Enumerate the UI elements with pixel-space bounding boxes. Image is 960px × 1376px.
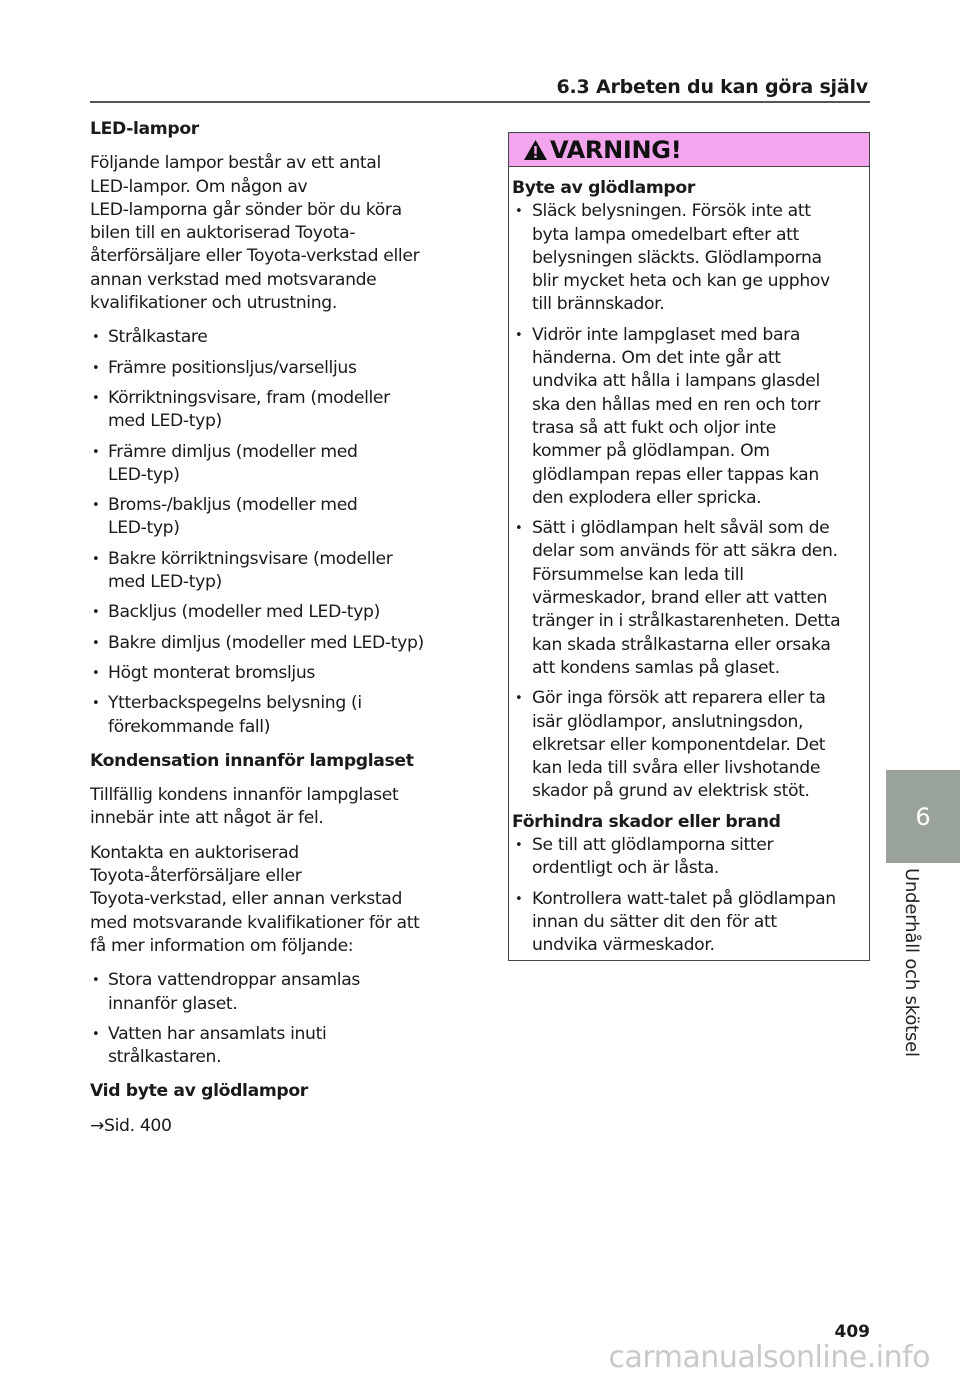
warning-header <box>509 133 869 167</box>
list-item: • Se till att glödlamporna sitter ordentligt och är låsta. <box>512 834 863 881</box>
list-item: • Broms-/bakljus (modeller med LED-typ) <box>90 494 450 541</box>
bulb-replacement-heading: Vid byte av glödlampor <box>90 1081 308 1102</box>
led-intro: Följande lampor består av ett antal LED-lampor. Om någon av LED-lamporna går sönder bör du köra bilen till en auktoriserad Toyota- återförsäljare eller Toyota-verkstad eller annan verkstad med motsvarande kvalifikationer och utrustning. <box>90 153 420 314</box>
list-item: • Högt monterat bromsljus <box>90 662 450 685</box>
warning-list-bulbs <box>512 200 863 803</box>
header-divider <box>90 101 870 103</box>
page-reference-link[interactable]: →Sid. 400 <box>90 1115 172 1136</box>
warning-section-heading: Byte av glödlampor <box>512 178 695 198</box>
list-item: • Ytterbackspegelns belysning (i förekommande fall) <box>90 692 450 739</box>
list-item: • Sätt i glödlampan helt såväl som de delar som används för att säkra den. Försummelse kan leda till värmeskador, brand eller att vatten tränger in i strålkastarenheten. Detta kan skada strålkastarna eller orsaka att kondens samlas på glaset. <box>512 517 863 680</box>
list-item: • Körriktningsvisare, fram (modeller med LED-typ) <box>90 387 450 434</box>
chapter-label: Underhåll och skötsel <box>901 868 922 1057</box>
chapter-number: 6 <box>915 802 931 831</box>
warning-list-fire <box>512 834 863 957</box>
list-item: • Främre positionsljus/varselljus <box>90 357 450 380</box>
list-item: • Kontrollera watt-talet på glödlampan innan du sätter dit den för att undvika värmeskador. <box>512 888 863 958</box>
list-item: • Bakre körriktningsvisare (modeller med LED-typ) <box>90 548 450 595</box>
condensation-list <box>90 969 450 1069</box>
list-item: • Backljus (modeller med LED-typ) <box>90 601 450 624</box>
warning-body <box>509 167 869 958</box>
left-column <box>90 118 450 1149</box>
warning-section-heading: Förhindra skador eller brand <box>512 811 781 832</box>
list-item: • Vatten har ansamlats inuti strålkastaren. <box>90 1023 450 1070</box>
led-heading: LED-lampor <box>90 119 199 139</box>
led-list <box>90 326 450 738</box>
warning-title: VARNING! <box>550 135 682 164</box>
warning-box <box>508 132 870 961</box>
condensation-heading: Kondensation innanför lampglaset <box>90 750 414 771</box>
list-item: • Vidrör inte lampglaset med bara händerna. Om det inte går att undvika att hålla i lampans glasdel ska den hållas med en ren och torr trasa så att fukt och oljor inte kommer på glödlampan. Om glödlampan repas eller tappas kan den explodera eller spricka. <box>512 324 863 510</box>
list-item: • Främre dimljus (modeller med LED-typ) <box>90 441 450 488</box>
list-item: • Bakre dimljus (modeller med LED-typ) <box>90 632 450 655</box>
watermark: carmanualsonline.info <box>608 1340 930 1375</box>
condensation-paragraph-1: Tillfällig kondens innanför lampglaset innebär inte att något är fel. <box>90 785 399 829</box>
list-item: • Gör inga försök att reparera eller ta isär glödlampor, anslutningsdon, elkretsar eller komponentdelar. Det kan leda till svåra eller livshotande skador på grund av elektrisk stöt. <box>512 687 863 803</box>
section-title: 6.3 Arbeten du kan göra själv <box>556 76 868 98</box>
list-item: • Stora vattendroppar ansamlas innanför glaset. <box>90 969 450 1016</box>
chapter-label-container <box>901 868 934 1068</box>
page-number: 409 <box>834 1322 870 1342</box>
list-item: • Släck belysningen. Försök inte att byta lampa omedelbart efter att belysningen släckts. Glödlamporna blir mycket heta och kan ge upphov till brännskador. <box>512 200 863 316</box>
list-item: • Strålkastare <box>90 326 450 349</box>
chapter-tab[interactable] <box>886 770 960 863</box>
warning-triangle-icon <box>523 139 548 161</box>
condensation-paragraph-2: Kontakta en auktoriserad Toyota-återförsäljare eller Toyota-verkstad, eller annan verkstad med motsvarande kvalifikationer för att få mer information om följande: <box>90 842 420 956</box>
